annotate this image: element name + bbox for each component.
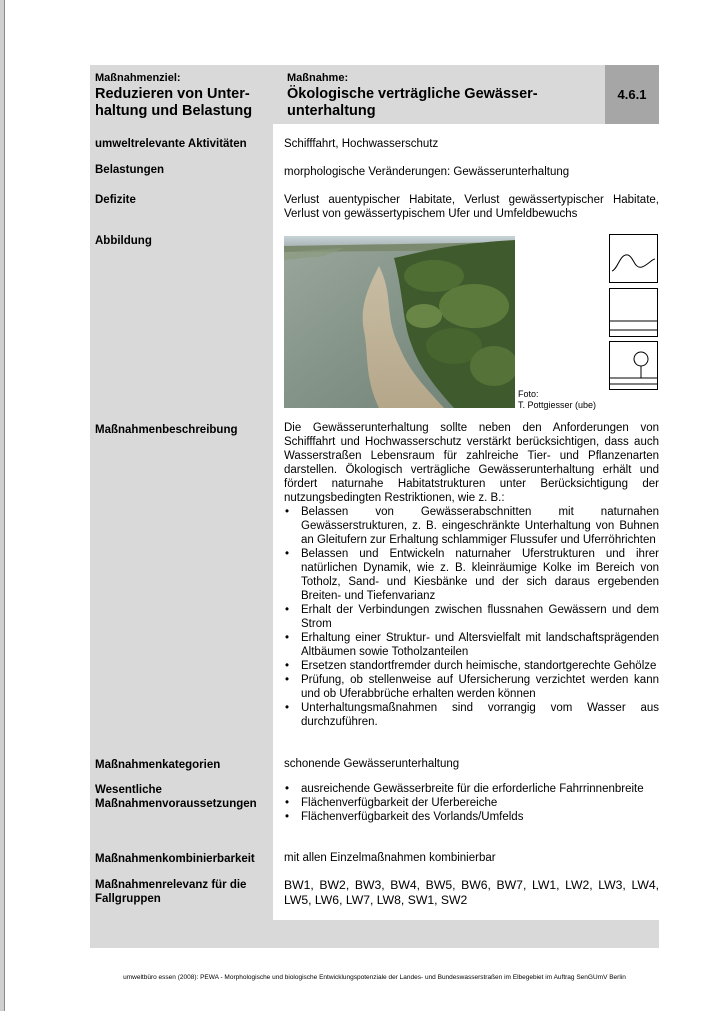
voraussetzungen-block	[284, 782, 659, 824]
list-item: • Prüfung, ob stellenweise auf Ufersicherung verzichtet werden kann und ob Uferabbrüche erhalten werden können	[284, 673, 659, 701]
kategorien-label: Maßnahmenkategorien	[95, 759, 221, 771]
voraussetzungen-label-line1: Wesentliche	[95, 784, 162, 796]
bank-profile-icon	[609, 288, 658, 337]
photo-credit-label: Foto:	[518, 389, 539, 399]
list-item: • Erhalt der Verbindungen zwischen flussnahen Gewässern und dem Strom	[284, 603, 659, 631]
voraussetzungen-list	[284, 782, 659, 824]
voraussetzungen-label	[95, 783, 270, 811]
abbildung-label: Abbildung	[95, 235, 152, 247]
photo-credit	[518, 389, 596, 411]
page-footer: umweltbüro essen (2008): PEWA - Morphologische und biologische Entwicklungspotenziale der Landes- und Bundeswasserstraßen im Elbegebiet im Auftrag SenGUmV Berlin	[123, 974, 626, 981]
list-item: • Flächenverfügbarkeit der Uferbereiche	[284, 796, 659, 810]
aktivitaeten-value: Schifffahrt, Hochwasserschutz	[284, 138, 439, 150]
beschreibung-list	[284, 505, 659, 729]
massnahme-title-line1: Ökologische verträgliche Gewässer-	[287, 86, 538, 102]
relevanz-value: BW1, BW2, BW3, BW4, BW5, BW6, BW7, LW1, LW2, LW3, LW4, LW5, LW6, LW7, LW8, SW1, SW2	[284, 878, 659, 907]
kombinierbarkeit-value: mit allen Einzelmaßnahmen kombinierbar	[284, 852, 496, 864]
relevanz-label	[95, 878, 270, 906]
defizite-label: Defizite	[95, 194, 136, 206]
list-item: • Unterhaltungsmaßnahmen sind vorrangig vom Wasser aus durchzuführen.	[284, 701, 659, 729]
massnahmenziel-title-line2: haltung und Belastung	[95, 103, 253, 119]
kategorien-value: schonende Gewässerunterhaltung	[284, 758, 460, 770]
bottom-band	[90, 920, 659, 948]
river-photo	[284, 236, 515, 408]
massnahme-label: Maßnahme:	[287, 72, 349, 84]
wave-diagram-icon	[609, 234, 658, 283]
beschreibung-label: Maßnahmenbeschreibung	[95, 424, 238, 436]
page-edge	[0, 0, 5, 1011]
beschreibung-intro: Die Gewässerunterhaltung sollte neben den Anforderungen von Schifffahrt und Hochwasserschutz verstärkt berücksichtigen, dass auch Wasserstraßen Lebensraum für zahlreiche Tier- und Pflanzenarten darstellen. Ökologisch verträgliche Gewässerunterhaltung erhält und fördert naturnahe Habitatstrukturen unter Berücksichtigung der nutzungsbedingten Restriktionen, wie z. B.:	[284, 422, 659, 504]
defizite-value: Verlust auentypischer Habitate, Verlust gewässertypischer Habitate, Verlust von gewässertypischem Ufer und Umfeldbewuchs	[284, 194, 659, 220]
belastungen-label: Belastungen	[95, 164, 165, 176]
massnahmenziel-label: Maßnahmenziel:	[95, 72, 181, 84]
voraussetzungen-label-line2: Maßnahmenvoraussetzungen	[95, 798, 257, 810]
relevanz-label-line2: Fallgruppen	[95, 893, 161, 905]
massnahmenziel-title-line1: Reduzieren von Unter-	[95, 86, 250, 102]
measure-code: 4.6.1	[605, 65, 659, 124]
kombinierbarkeit-label: Maßnahmenkombinierbarkeit	[95, 853, 255, 865]
photo-credit-author: T. Pottgiesser (ube)	[518, 400, 597, 410]
list-item: • Belassen von Gewässerabschnitten mit naturnahen Gewässerstrukturen, z. B. eingeschränkte Unterhaltung von Buhnen an Gleitufern zur Erhaltung schlammiger Flussufer und Uferröhrichten	[284, 505, 659, 547]
list-item: • Belassen und Entwickeln naturnaher Uferstrukturen und ihrer natürlichen Dynamik, wie z. B. kleinräumige Kolke im Bereich von Totholz, Sand- und Kiesbänke und der sich daraus ergebenden Breiten- und Tiefenvarianz	[284, 547, 659, 603]
list-item: • Flächenverfügbarkeit des Vorlands/Umfelds	[284, 810, 659, 824]
list-item: • Ersetzen standortfremder durch heimische, standortgerechte Gehölze	[284, 659, 659, 673]
massnahme-title-line2: unterhaltung	[287, 103, 376, 119]
list-item: • ausreichende Gewässerbreite für die erforderliche Fahrrinnenbreite	[284, 782, 659, 796]
relevanz-label-line1: Maßnahmenrelevanz für die	[95, 879, 247, 891]
list-item: • Erhaltung einer Struktur- und Altersvielfalt mit landschaftsprägenden Altbäumen sowie Totholzanteilen	[284, 631, 659, 659]
aktivitaeten-label: umweltrelevante Aktivitäten	[95, 138, 247, 150]
tree-diagram-icon	[609, 341, 658, 390]
belastungen-value: morphologische Veränderungen: Gewässerunterhaltung	[284, 166, 570, 178]
beschreibung-block	[284, 421, 659, 729]
